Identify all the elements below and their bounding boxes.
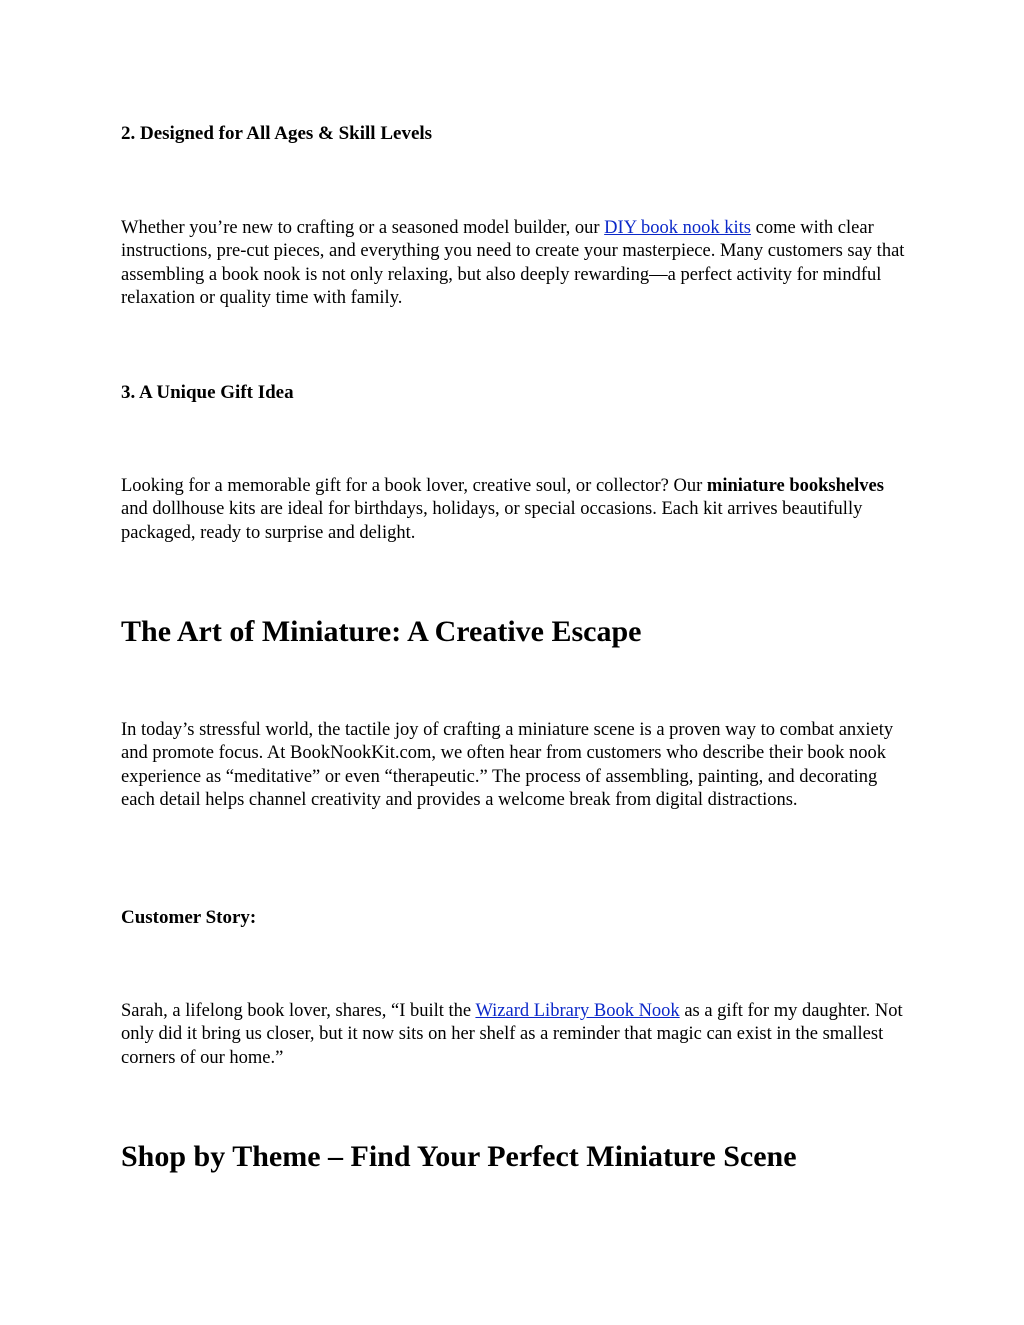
heading-customer-story: Customer Story: bbox=[121, 907, 257, 928]
paragraph-text: come with clear instructions, pre-cut pieces, and everything you need to create your masterpiece. Many customers say that assembling a book nook is not only relaxing, but also deeply rewarding—a perfect activity for mindful relaxation or quality time with family. bbox=[121, 218, 905, 308]
paragraph-diy-kits bbox=[121, 217, 911, 310]
heading-designed-for-all-ages: 2. Designed for All Ages & Skill Levels bbox=[121, 123, 433, 144]
heading-art-of-miniature: The Art of Miniature: A Creative Escape bbox=[121, 615, 642, 648]
paragraph-text: Sarah, a lifelong book lover, shares, “I built the bbox=[121, 1001, 476, 1021]
paragraph-text: Whether you’re new to crafting or a seasoned model builder, our bbox=[121, 218, 605, 238]
bold-miniature-bookshelves: miniature bookshelves bbox=[706, 476, 884, 496]
paragraph-customer-story bbox=[121, 1000, 911, 1070]
paragraph-text: as a gift for my daughter. Not only did it bring us closer, but it now sits on her shelf as a reminder that magic can exist in the smallest corners of our home.” bbox=[121, 1001, 903, 1068]
heading-unique-gift-idea: 3. A Unique Gift Idea bbox=[121, 382, 294, 403]
paragraph-gift-idea bbox=[121, 475, 911, 545]
diy-book-nook-kits-link[interactable]: DIY book nook kits bbox=[604, 218, 751, 238]
heading-shop-by-theme: Shop by Theme – Find Your Perfect Miniature Scene bbox=[121, 1140, 797, 1173]
paragraph-art-of-miniature: In today’s stressful world, the tactile joy of crafting a miniature scene is a proven way to combat anxiety and promote focus. At BookNookKit.com, we often hear from customers who describe their book nook experience as “meditative” or even “therapeutic.” The process of assembling, painting, and decorating each detail helps channel creativity and provides a welcome break from digital distractions. bbox=[121, 720, 894, 810]
wizard-library-book-nook-link[interactable]: Wizard Library Book Nook bbox=[475, 1001, 680, 1021]
paragraph-text: Looking for a memorable gift for a book lover, creative soul, or collector? Our bbox=[121, 476, 707, 496]
paragraph-text: and dollhouse kits are ideal for birthdays, holidays, or special occasions. Each kit arrives beautifully packaged, ready to surprise and delight. bbox=[121, 499, 863, 543]
